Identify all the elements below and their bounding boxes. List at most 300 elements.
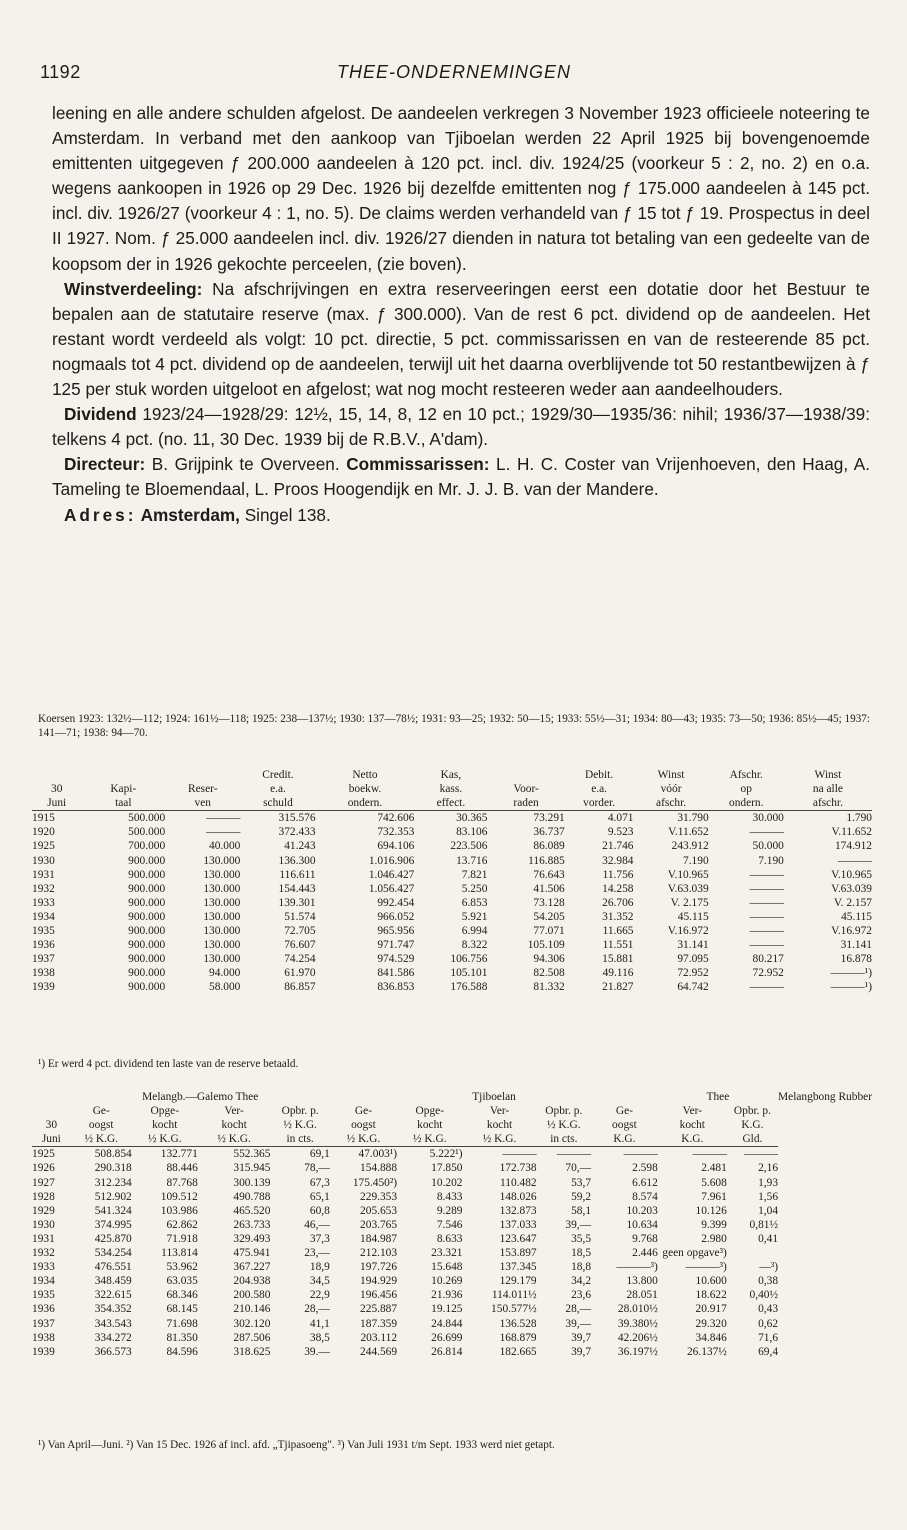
value-cell: 63.035 [166,1275,198,1288]
label-winstverdeeling: Winstverdeeling: [64,278,203,299]
value-cell: 148.026 [499,1190,537,1203]
header-cell: afschr. [784,796,872,811]
table1-footnote: ¹) Er werd 4 pct. dividend ten laste van de reserve betaald. [38,1058,299,1070]
header-cell: taal [81,796,165,811]
label-adres: Adres: [64,504,137,525]
year-cell: 1932 [32,882,55,895]
value-cell: 9.289 [436,1204,463,1217]
value-cell: 971.747 [377,939,415,952]
value-cell: 168.879 [499,1331,537,1344]
header-cell: Juni [32,796,81,811]
table-header-row [32,1104,872,1118]
header-cell: 30 [45,1119,58,1132]
value-cell: 116.611 [279,868,316,881]
value-cell: 2.598 [632,1162,658,1175]
table-row [32,980,872,994]
value-cell: 742.606 [377,812,415,825]
header-cell [165,768,240,782]
value-cell: 71.918 [166,1232,198,1245]
table-row [32,811,872,826]
year-cell: 1927 [32,1176,55,1189]
year-cell: 1931 [32,868,55,881]
paragraph-continuation: leening en alle andere schulden afgelost. De aandeelen verkregen 3 November 1923 officieele noteering te Amsterdam. In verband met den aankoop van Tjiboelan werden 22 April 1925 bij bovengenoemde emittenten uitgegeven ƒ 200.000 aandeelen à 120 pct. incl. div. 1924/25 (voorkeur 5 : 2, no. 2) en o.a. wegens aankoopen in 1926 op 29 Dec. 1926 bij dezelfde emittenten nog ƒ 175.000 aandeelen à 145 pct. incl. div. 1926/27 (voorkeur 4 : 1, no. 5). De claims werden verhandeld van ƒ 15 tot ƒ 19. Prospectus in deel II 1927. Nom. ƒ 25.000 aandeelen incl. div. 1926/27 dienden in natura tot betaling van een gedeelte van de koopsom der in 1926 gekochte perceelen, (zie boven). [52,103,870,274]
value-cell: 32.984 [602,854,634,867]
table-header-row [32,1118,872,1132]
paragraph-directeur: Directeur: B. Grijpink te Overveen. Commissarissen: L. H. C. Coster van Vrijenhoeven, den Haag, A. Tameling te Bloemendaal, L. Proos Hoogendijk en Mr. J. J. B. van der Mandere. [52,454,870,500]
value-cell: 374.995 [94,1218,132,1231]
value-cell: 74.254 [284,953,316,966]
header-cell: Kas, [440,769,462,781]
header-cell: oogst [351,1119,376,1132]
value-cell: 200.580 [233,1289,271,1302]
value-cell: ——— [556,1148,592,1161]
header-cell: Ver- [224,1105,244,1118]
header-cell: e.a. [270,783,286,796]
value-cell: 10.634 [626,1218,658,1231]
value-cell: 490.788 [233,1190,271,1203]
value-cell: 5.250 [461,882,488,895]
value-cell: 78,— [304,1162,330,1175]
value-cell: 105.109 [527,939,565,952]
value-cell: 31.141 [677,939,709,952]
header-cell: Winst [657,769,685,781]
header-cell: Opge- [150,1105,179,1118]
table-row [32,1302,872,1316]
value-cell: 35,5 [571,1232,592,1245]
header-cell: Winst [814,769,842,781]
value-cell: 10.202 [431,1176,463,1189]
value-cell: 5.222¹) [429,1148,463,1161]
value-cell [727,1246,778,1260]
value-cell: 154.888 [360,1162,398,1175]
header-cell: K.G. [741,1119,764,1132]
year-cell: 1930 [32,854,55,867]
value-cell: 348.459 [94,1275,132,1288]
year-cell: 1933 [32,1261,55,1274]
header-cell: in cts. [270,1132,329,1147]
value-cell: ——— [749,868,784,881]
header-cell: ½ K.G. [397,1132,462,1147]
table-row [32,966,872,980]
value-cell: 73.291 [533,812,565,825]
header-cell: ½ K.G. [71,1132,132,1147]
value-cell: 136.528 [499,1317,537,1330]
value-cell: 30.000 [752,812,784,825]
year-cell: 1939 [32,1345,55,1358]
value-cell: 50.000 [752,840,784,853]
value-cell: 1.016.906 [368,854,415,867]
value-cell: 31.352 [602,910,634,923]
header-cell: op [740,783,752,796]
header-cell: ondern. [316,796,415,811]
value-cell: 9.523 [607,826,634,839]
value-cell: 42.206½ [617,1331,658,1344]
value-cell: 130.000 [203,882,241,895]
value-cell: 9.399 [701,1218,727,1231]
value-cell: 46,— [304,1218,330,1231]
value-cell: 154.443 [278,882,316,895]
value-cell: 900.000 [128,939,166,952]
table-row [32,839,872,853]
year-cell: 1932 [32,1247,55,1260]
group-header-cell: Tjiboelan [472,1091,516,1103]
value-cell: 76.607 [284,939,316,952]
table-row [32,1204,872,1218]
value-cell: 0,38 [758,1275,779,1288]
value-cell: V.63.039 [667,882,709,895]
value-cell: 900.000 [128,896,166,909]
value-cell: 900.000 [128,953,166,966]
value-cell: 19.125 [431,1303,463,1316]
value-cell: 97.095 [677,953,709,966]
header-cell: vorder. [565,796,634,811]
value-cell: 103.986 [160,1204,198,1217]
value-cell: 6.994 [461,925,488,938]
header-cell: Ge- [92,1105,110,1118]
page-header [40,62,868,90]
value-cell: 225.887 [360,1303,398,1316]
value-cell: 966.052 [377,910,415,923]
table-row [32,825,872,839]
value-cell: 900.000 [128,868,166,881]
value-cell: 39.— [304,1345,330,1358]
value-cell: geen opgave³) [662,1247,727,1260]
value-cell: 194.929 [360,1275,398,1288]
value-cell: 172.738 [499,1162,537,1175]
year-cell: 1938 [32,967,55,980]
header-cell: K.G. [591,1132,658,1147]
group-header-cell: Thee [706,1091,730,1103]
year-cell: 1930 [32,1218,55,1231]
value-cell: 900.000 [128,882,166,895]
year-cell: 1936 [32,1303,55,1316]
header-cell: Gld. [727,1132,778,1147]
value-cell: 732.353 [377,826,415,839]
value-cell: 13.800 [626,1275,658,1288]
value-cell: 130.000 [203,896,241,909]
table-row [32,1260,872,1274]
value-cell: 28.051 [626,1289,658,1302]
header-cell: Netto [352,769,378,781]
page-number: 1192 [40,62,81,82]
value-cell: 84.596 [166,1345,198,1358]
value-cell: 900.000 [128,925,166,938]
value-cell: 139.301 [278,896,316,909]
header-cell: raden [487,796,564,811]
value-cell: 68.346 [166,1289,198,1302]
value-cell: ——— [749,896,784,909]
value-cell: 105.101 [450,967,488,980]
year-cell: 1915 [32,812,55,825]
value-cell: 334.272 [94,1331,132,1344]
value-cell: 65,1 [309,1190,330,1203]
year-cell: 1935 [32,1289,55,1302]
header-cell: ven [165,796,240,811]
value-cell: 8.633 [436,1232,463,1245]
header-cell: ½ K.G. [547,1119,581,1132]
value-cell: 512.902 [94,1190,132,1203]
value-cell: ———¹) [830,967,872,980]
value-cell: 24.844 [431,1317,463,1330]
year-cell: 1939 [32,981,55,994]
value-cell: 28,— [565,1303,592,1316]
table-row [32,1161,872,1175]
value-cell: 20.917 [695,1303,727,1316]
value-cell: 204.938 [233,1275,271,1288]
value-cell: 41,1 [309,1317,330,1330]
value-cell: 318.625 [233,1345,271,1358]
value-cell: 1.046.427 [368,868,415,881]
value-cell: 86.857 [284,981,316,994]
group-header-cell [591,1090,658,1104]
value-cell: 10.126 [695,1204,727,1217]
value-cell: —³) [759,1261,779,1274]
year-cell: 1935 [32,925,55,938]
value-cell: 116.885 [528,854,565,867]
value-cell: 229.353 [360,1190,398,1203]
year-cell: 1936 [32,939,55,952]
label-directeur: Directeur: [64,454,146,475]
year-cell: 1934 [32,1275,55,1288]
value-cell: 21.936 [431,1289,463,1302]
value-cell: 88.446 [166,1162,198,1175]
value-cell: 14.258 [602,882,634,895]
header-cell: Reser- [188,783,218,796]
value-cell: 26.699 [431,1331,463,1344]
table2-footnote: ¹) Van April—Juni. ²) Van 15 Dec. 1926 af incl. afd. „Tjipasoeng". ³) Van Juli 1931 t/m Sept. 1933 werd niet getapt. [38,1439,555,1451]
value-cell: 11.756 [602,868,634,881]
header-cell: Opge- [415,1105,445,1118]
value-cell: 0,43 [758,1303,779,1316]
value-cell: 28.010½ [617,1303,658,1316]
header-cell [32,1104,71,1118]
value-cell: 39,7 [571,1331,592,1344]
value-cell: 974.529 [377,953,415,966]
value-cell: 354.352 [94,1303,132,1316]
value-cell: 31.141 [840,939,872,952]
year-cell: 1931 [32,1232,55,1245]
value-cell: 300.139 [233,1176,271,1189]
value-cell: 81.332 [533,981,565,994]
value-cell: 72.952 [752,967,784,980]
value-cell: 9.768 [632,1232,658,1245]
value-cell: 367.227 [233,1261,271,1274]
value-cell: 30.365 [456,812,488,825]
value-cell: ——— [749,925,784,938]
value-cell: 182.665 [499,1345,537,1358]
year-cell: 1925 [32,840,55,853]
value-cell: 130.000 [203,939,241,952]
table-header-row [32,1132,872,1147]
value-cell: 59,2 [571,1190,592,1203]
value-cell: 51.574 [284,910,316,923]
value-cell: 197.726 [360,1261,398,1274]
value-cell: 210.146 [233,1303,271,1316]
value-cell: 130.000 [203,925,241,938]
value-cell: 41.243 [284,840,316,853]
value-cell: V.10.965 [667,868,709,881]
value-cell: 176.588 [450,981,488,994]
value-cell: 8.574 [632,1190,658,1203]
value-cell: 76.643 [533,868,565,881]
year-cell: 1925 [32,1148,55,1161]
value-cell: 94.306 [533,953,565,966]
value-cell: 184.987 [360,1232,398,1245]
value-cell: 10.600 [695,1275,727,1288]
value-cell: ——— [749,939,784,952]
value-cell: ——— [692,1148,727,1161]
header-cell: K.G. [658,1132,727,1147]
value-cell: 315.945 [233,1162,271,1175]
table-row [32,1218,872,1232]
value-cell: 290.318 [94,1162,132,1175]
value-cell: 29.320 [695,1317,727,1330]
value-cell: 39,— [565,1317,592,1330]
koersen-line: Koersen 1923: 132½—112; 1924: 161½—118; 1925: 238—137½; 1930: 137—78½; 1931: 93—25; 1932: 50—15; 1933: 55½—31; 1934: 80—43; 1935: 73—50; 1936: 85½—45; 1937: 141—71; 1938: 94—70. [38,713,870,739]
header-cell: kocht [486,1119,513,1132]
value-cell: V.63.039 [831,882,872,895]
value-cell: 70,— [565,1162,592,1175]
value-cell: 476.551 [94,1261,132,1274]
value-cell: 841.586 [377,967,415,980]
paragraph-winstverdeeling: Winstverdeeling: Na afschrijvingen en extra reserveeringen eerst een dotatie door het Bestuur te bepalen aan de statutaire reserve (max. ƒ 300.000). Van de rest 6 pct. dividend op de aandeelen. Het restant wordt verdeeld als volgt: 10 pct. directie, 5 pct. commissarissen en van de resteerende 85 pct. nogmaals tot 4 pct. dividend op de aandeelen, terwijl uit het daarna overblijvende tot 50 restantbewijzen à ƒ 125 per stuk worden uitgeloot en afgelost; wat nog mocht resteeren weder aan aandeelhouders. [52,278,870,400]
year-cell: 1938 [32,1331,55,1344]
value-cell: 836.853 [377,981,415,994]
body-text [52,101,870,528]
table-row [32,868,872,882]
value-cell: 1.056.427 [368,882,415,895]
value-cell: 465.520 [233,1204,271,1217]
value-cell: 5.921 [461,910,488,923]
value-cell: 1,56 [758,1190,779,1203]
value-cell: ———³) [685,1261,727,1274]
value-cell: 18,8 [571,1261,592,1274]
value-cell: 34,2 [571,1275,592,1288]
value-cell: 94.000 [209,967,241,980]
value-cell: 18.622 [695,1289,727,1302]
value-cell: 900.000 [128,910,166,923]
value-cell: 136.300 [278,854,316,867]
header-cell: Ge- [615,1105,633,1118]
value-cell: 534.254 [94,1247,132,1260]
table-row [32,854,872,868]
value-cell: V.16.972 [831,925,872,938]
header-cell: Ge- [354,1105,372,1118]
value-cell: 322.615 [94,1289,132,1302]
value-cell: 110.482 [500,1176,537,1189]
value-cell: 2.481 [701,1162,727,1175]
group-header-cell: Melangb.—Galemo Thee [142,1091,259,1103]
value-cell: 1.790 [846,812,872,825]
table-row [32,1345,872,1359]
value-cell: 132.873 [499,1204,537,1217]
value-cell: 366.573 [94,1345,132,1358]
value-cell: 72.705 [284,925,316,938]
value-cell: 475.941 [233,1247,271,1260]
header-cell: Juni [32,1132,71,1147]
value-cell: 45.115 [841,910,872,923]
value-cell: 62.862 [166,1218,198,1231]
table-header-row [32,782,872,796]
value-cell: 81.350 [166,1331,198,1344]
value-cell: 53.962 [166,1261,198,1274]
value-cell: 40.000 [209,840,241,853]
value-cell: 39,7 [571,1345,592,1358]
value-cell: 263.733 [233,1218,271,1231]
balance-table [32,768,872,995]
value-cell: 287.506 [233,1331,271,1344]
value-cell: 47.003¹) [358,1148,398,1161]
value-cell: 187.359 [360,1317,398,1330]
header-cell: Debit. [585,769,614,781]
harvest-table [32,1090,872,1359]
value-cell: 130.000 [203,953,241,966]
value-cell: 130.000 [203,910,241,923]
value-cell: 900.000 [128,981,166,994]
value-cell: 196.456 [360,1289,398,1302]
value-cell: 69,4 [758,1345,779,1358]
value-cell: 329.493 [233,1232,271,1245]
value-cell: 49.116 [602,967,634,980]
paragraph-adres: Adres: Amsterdam, Singel 138. [64,504,331,525]
value-cell: 132.771 [160,1148,198,1161]
value-cell: 87.768 [166,1176,198,1189]
value-cell: ——— [749,910,784,923]
value-cell: 67,3 [309,1176,330,1189]
value-cell: 992.454 [377,896,415,909]
value-cell: 109.512 [160,1190,198,1203]
value-cell: 2,16 [758,1162,779,1175]
value-cell: 0,41 [758,1232,779,1245]
header-cell: kocht [679,1119,705,1132]
value-cell: 130.000 [203,868,241,881]
header-cell: e.a. [591,783,607,796]
header-cell: oogst [88,1119,114,1132]
value-cell: 11.665 [602,925,634,938]
header-cell: in cts. [537,1132,591,1147]
header-cell: vóór [660,783,682,796]
value-cell: 372.433 [278,826,316,839]
table-row [32,1317,872,1331]
value-cell: 71,6 [758,1331,779,1344]
header-cell: Afschr. [729,769,763,781]
value-cell: 28,— [304,1303,330,1316]
table-row [32,882,872,896]
value-cell: 61.970 [284,967,316,980]
year-cell: 1937 [32,1317,55,1330]
value-cell: 8.322 [461,939,488,952]
value-cell: 45.115 [677,910,709,923]
value-cell: 37,3 [309,1232,330,1245]
label-dividend: Dividend [64,404,137,425]
value-cell: 0,40½ [749,1289,779,1302]
value-cell: 26.137½ [686,1345,727,1358]
year-cell: 1937 [32,953,55,966]
value-cell: 137.033 [499,1218,537,1231]
value-cell: 7.190 [758,854,784,867]
value-cell: 0,81½ [749,1218,779,1231]
header-cell: ½ K.G. [198,1132,271,1147]
value-cell: V. 2.157 [833,896,872,909]
value-cell: ——— [749,882,784,895]
value-cell: 114.011½ [491,1289,537,1302]
value-cell: 4.071 [607,812,634,825]
value-cell: 18,5 [571,1247,592,1260]
header-cell: ½ K.G. [283,1119,317,1132]
value-cell: ——— [837,854,872,867]
header-cell: Opbr. p. [281,1105,319,1118]
value-cell: 113.814 [161,1247,198,1260]
